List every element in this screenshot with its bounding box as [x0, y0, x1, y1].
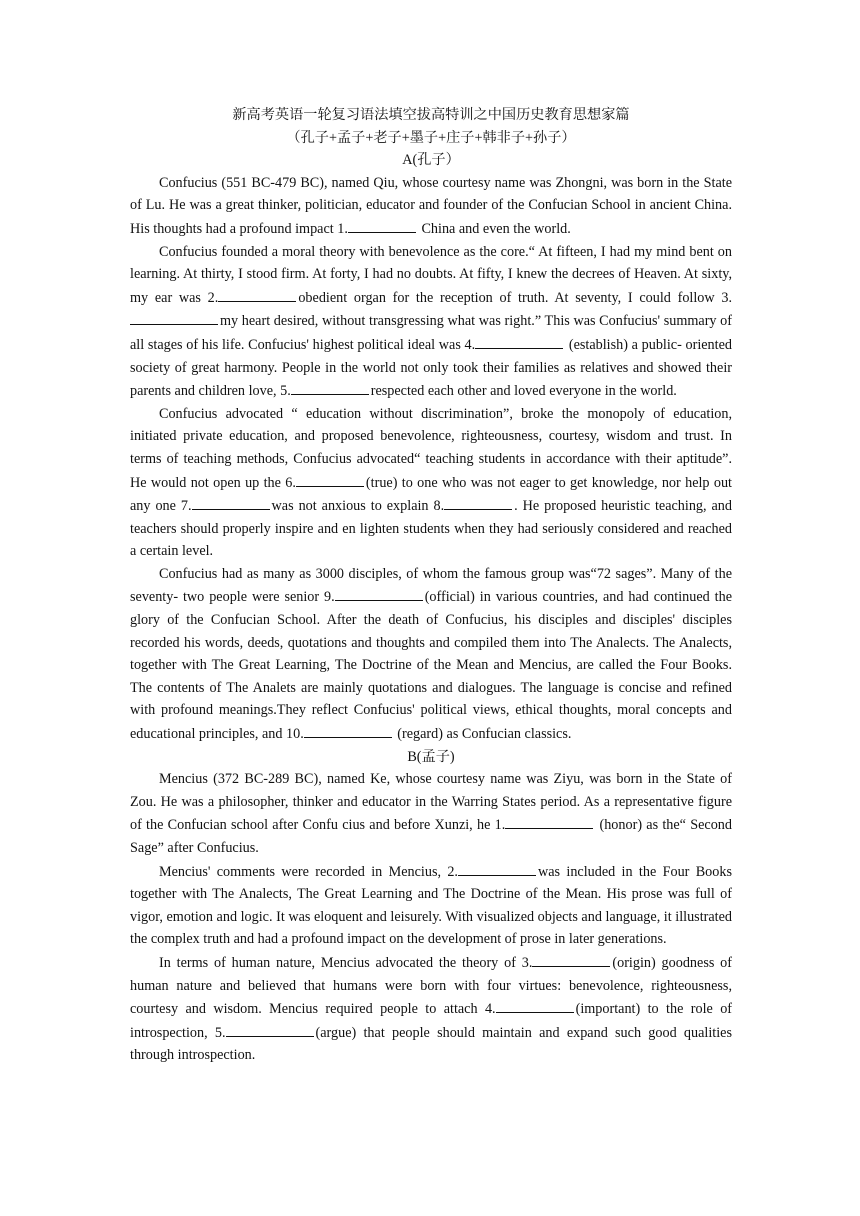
document-title: 新高考英语一轮复习语法填空拔高特训之中国历史教育思想家篇	[232, 107, 630, 123]
section-b-heading: B(孟子)	[407, 748, 455, 765]
section-b-paragraph-2	[130, 860, 732, 951]
blank-b5[interactable]	[226, 1021, 314, 1037]
text-run: (establish) a public- oriented society of great harmony. People in the world not only took their families as relatives and showed their parents and children love, 5.	[130, 336, 732, 400]
blank-a8[interactable]	[444, 494, 512, 510]
text-run: Confucius founded a moral theory with benevolence as the core.“ At fifteen, I had my mind bent on learning. At thirty, I stood firm. At forty, I had no doubts. At fifty, I knew the decrees of Heaven. At sixty, my ear was 2.	[130, 243, 732, 306]
text-run: my heart desired, without transgressing what was right.” This was Confucius' summary of all stages of his life. Confucius' highest political ideal was 4.	[130, 313, 732, 353]
blank-b1[interactable]	[505, 813, 593, 829]
text-run: (origin) goodness of human nature and believed that humans were born with four virtues: benevolence, righteousness, courtesy and wisdom. Mencius required people to attach 4.	[130, 954, 732, 1018]
blank-b3[interactable]	[532, 951, 610, 967]
text-run: Confucius advocated “ education without discrimination”, broke the monopoly of education, initiated private education, and proposed benevolence, righteousness, courtesy, wisdom and trust. In terms of teaching methods, Confucius advocated“ teaching students in accordance with their aptitude”. He would not open up the 6.	[130, 405, 732, 491]
section-a-paragraph-1	[130, 172, 732, 241]
text-run: obedient organ for the reception of truth. At seventy, I could follow 3.	[298, 289, 732, 306]
blank-a9[interactable]	[335, 585, 423, 601]
blank-a2[interactable]	[218, 286, 296, 302]
section-a-paragraph-4	[130, 563, 732, 746]
blank-b4[interactable]	[496, 997, 574, 1013]
text-run: respected each other and loved everyone in the world.	[370, 383, 677, 400]
blank-a1[interactable]	[348, 217, 416, 233]
text-run: Confucius had as many as 3000 disciples, of whom the famous group was“72 sages”. Many of the seventy- two people were senior 9.	[130, 565, 732, 606]
section-a-paragraph-3	[130, 403, 732, 563]
text-run: China and even the world.	[417, 220, 571, 237]
document-page	[130, 104, 732, 1067]
text-run: (true) to one who was not eager to get knowledge, nor help out any one 7.	[130, 474, 732, 515]
section-b-paragraph-3	[130, 951, 732, 1067]
text-run: (official) in various countries, and had continued the glory of the Confucian School. After the death of Confucius, his disciples and disciples' disciples recorded his words, deeds, quotations and thoughts and compiled them into The Analects. The Analects, together with The Great Learning, The Doctrine of the Mean and Mencius, are called the Four Books. The contents of The Analets are mainly quotations and dialogues. The language is concise and refined with profound meanings.They reflect Confucius' political views, ethical thoughts, moral concepts and educational principles, and 10.	[130, 589, 732, 743]
text-run: In terms of human nature, Mencius advocated the theory of 3.	[159, 954, 533, 971]
blank-a10[interactable]	[304, 722, 392, 738]
blank-a4[interactable]	[475, 333, 563, 349]
text-run: Mencius' comments were recorded in Mencius, 2.	[159, 863, 458, 880]
text-run: (regard) as Confucian classics.	[393, 726, 572, 743]
blank-b2[interactable]	[458, 860, 536, 876]
text-run: (important) to the role of introspection, 5.	[130, 1001, 733, 1041]
blank-a3[interactable]	[130, 309, 218, 325]
blank-a6[interactable]	[296, 471, 364, 487]
text-run: (honor) as the“ Second Sage” after Confucius.	[130, 817, 732, 856]
blank-a7[interactable]	[192, 494, 270, 510]
text-run: (argue) that people should maintain and expand such good qualities through introspection.	[130, 1024, 732, 1064]
text-run: Mencius (372 BC-289 BC), named Ke, whose courtesy name was Ziyu, was born in the State of Zou. He was a philosopher, thinker and educator in the Warring States period. As a representative figure of the Confucian school after Confu cius and before Xunzi, he 1.	[130, 771, 732, 834]
text-run: was included in the Four Books together with The Analects, The Great Learning and The Doctrine of the Mean. His prose was full of vigor, emotion and logic. It was eloquent and leisurely. With visualized objects and language, it illustrated the complex truth and had a profound impact on the development of prose in later generations.	[130, 863, 732, 948]
text-run: was not anxious to explain 8.	[271, 498, 445, 515]
document-subtitle: （孔子+孟子+老子+墨子+庄子+韩非子+孙子）	[286, 129, 576, 146]
section-a-heading: A(孔子）	[402, 152, 460, 169]
blank-a5[interactable]	[291, 379, 369, 395]
text-run: . He proposed heuristic teaching, and teachers should properly inspire and en lighten students when they had seriously considered and reached a certain level.	[130, 498, 732, 560]
text-run: Confucius (551 BC-479 BC), named Qiu, whose courtesy name was Zhongni, was born in the State of Lu. He was a great thinker, politician, educator and founder of the Confucian School in ancient China. His thoughts had a profound impact 1.	[130, 174, 732, 237]
section-b-paragraph-1	[130, 768, 732, 859]
section-a-paragraph-2	[130, 241, 732, 403]
